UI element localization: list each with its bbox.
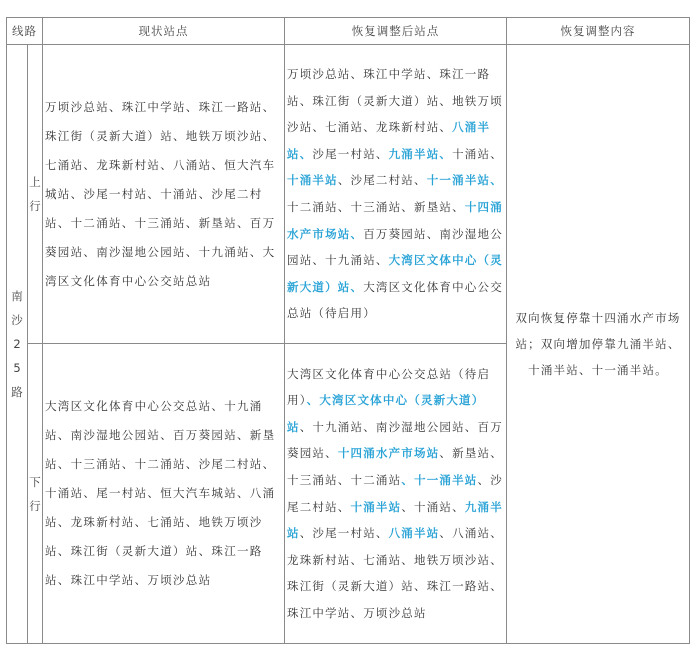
route-name-char: 沙: [11, 313, 23, 327]
new-station-highlight: 十四涌水产市场站、: [287, 200, 503, 241]
new-station-highlight: 、大湾区文体中心（灵新大道）站: [287, 393, 485, 434]
station-text: 万顷沙总站、珠江中学站、珠江一路站、珠江街（灵新大道）站、地铁万顷沙站、七涌站、龙珠新村站、: [287, 67, 503, 135]
station-text: 、沙尾一村站、: [299, 526, 389, 541]
route-name-char: 5: [13, 361, 21, 375]
station-text: 十涌站、: [452, 146, 503, 161]
new-station-highlight: 八涌半站、: [287, 120, 491, 161]
header-change-content: 恢复调整内容: [507, 18, 690, 45]
down-direction-cell: [28, 344, 43, 644]
down-current-stations: 大湾区文化体育中心公交总站、十九涌站、南沙湿地公园站、百万葵园站、新垦站、十三涌站、十二涌站、沙尾二村站、十涌站、尾一村站、恒大汽车城站、八涌站、龙珠新村站、七涌站、地铁万顷沙站、珠江街（灵新大道）站、珠江一路站、珠江中学站、万顷沙总站: [43, 344, 285, 644]
header-adjusted-stations: 恢复调整后站点: [285, 18, 507, 45]
route-name-char: 路: [11, 385, 23, 399]
up-row: [7, 45, 690, 344]
down-label-char: 下: [29, 474, 41, 489]
new-station-highlight: 八涌半站: [388, 526, 440, 541]
new-station-highlight: 十涌半站: [287, 173, 338, 188]
new-station-highlight: 、十一涌半站: [401, 472, 478, 487]
new-station-highlight: 十涌半站: [350, 499, 402, 514]
change-content: 双向恢复停靠十四涌水产市场站；双向增加停靠九涌半站、十涌半站、十一涌半站。: [507, 45, 690, 644]
new-station-highlight: 十一涌半站、: [426, 173, 503, 188]
header-line: 线路: [7, 18, 43, 45]
header-current-stations: 现状站点: [43, 18, 285, 45]
station-text: 、沙尾二村站、: [287, 472, 503, 514]
new-station-highlight: 大湾区文体中心（灵新大道）站、: [287, 253, 503, 294]
up-adjusted-stations: [285, 45, 507, 344]
station-text: 十二涌站、十三涌站、新垦站、: [287, 200, 465, 214]
station-text: 、十涌站、: [401, 499, 465, 514]
new-station-highlight: 九涌半站: [287, 499, 503, 541]
route-name-cell: [7, 45, 28, 644]
route-adjustment-table: [6, 17, 690, 644]
up-label-char: 上: [29, 175, 41, 189]
new-station-highlight: 十四涌水产市场站: [337, 446, 440, 461]
route-name-char: 南: [11, 289, 23, 303]
header-row: [7, 18, 690, 45]
new-station-highlight: 九涌半站、: [388, 146, 453, 161]
down-label-char: 行: [29, 498, 41, 513]
station-text: 大湾区文化体育中心公交总站（待启用）: [287, 366, 491, 408]
up-direction-cell: [28, 45, 43, 344]
station-text: 、沙尾二村站、: [337, 173, 427, 188]
station-text: 、八涌站、龙珠新村站、七涌站、地铁万顷沙站、珠江街（灵新大道）站、珠江一路站、珠江中学站、万顷沙总站: [287, 526, 503, 620]
route-name-char: 2: [13, 337, 21, 351]
up-label-char: 行: [29, 199, 41, 213]
up-current-stations: 万顷沙总站、珠江中学站、珠江一路站、珠江街（灵新大道）站、地铁万顷沙站、七涌站、龙珠新村站、八涌站、恒大汽车城站、沙尾一村站、十涌站、沙尾二村站、十二涌站、十三涌站、新垦站、百万葵园站、南沙湿地公园站、十九涌站、大湾区文化体育中心公交站总站: [43, 45, 285, 344]
station-text: 百万葵园站、南沙湿地公园站、十九涌站、: [287, 226, 503, 268]
down-adjusted-stations: [285, 344, 507, 644]
station-text: 、十九涌站、南沙湿地公园站、百万葵园站、: [287, 419, 503, 461]
station-text: 、新垦站、十三涌站、十二涌站: [287, 446, 503, 487]
station-text: 沙尾一村站、: [312, 146, 389, 161]
station-text: 大湾区文化体育中心公交总站（待启用）: [287, 279, 503, 321]
